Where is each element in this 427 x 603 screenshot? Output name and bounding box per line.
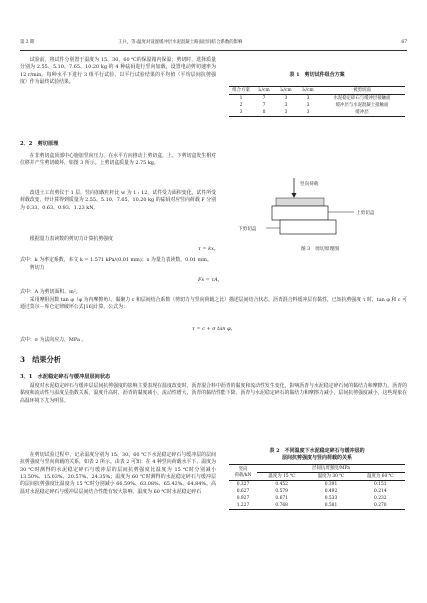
table-cell: 0.927 xyxy=(236,496,250,501)
table-cell: 水泥稳定碎石与缓冲层接触面 xyxy=(333,96,391,101)
table-cell: 0.270 xyxy=(374,503,387,508)
equation-shear-strength: τ = kx， xyxy=(198,246,219,252)
table-cell: 0.671 xyxy=(275,496,288,501)
table-cell: 0.581 xyxy=(324,503,338,508)
table-cell: 3 xyxy=(239,110,243,115)
body-paragraph-k-definition: 式中：k 为率定系数，本文 k = 1.571 kPa/(0.01 mm)；x 为量力表读数，0.01 mm。 xyxy=(20,257,212,263)
body-paragraph-test-procedure: 试验前，将试件分别置于温度为 15、30、60 ℃的保温箱内保温；剪切时，选择质量分别为 2.55、5.10、7.65、10.20 kg 的 4 种砝码进行竖向加载，设置电动剪切速率为 12 r/min。每种水平下进行 3 组平行试验，以平行试验结果的平均值（平均层间抗剪强度）作为最终试验结果。 xyxy=(20,57,216,86)
table2-col-load xyxy=(229,465,257,481)
table-cell: 0.214 xyxy=(374,489,387,494)
equation-mohr-coulomb: τ = c + σ tan φ， xyxy=(192,326,236,332)
loading-plate xyxy=(276,198,324,206)
table-cell: 1.227 xyxy=(236,503,250,508)
table-cell: 0.533 xyxy=(324,496,338,501)
table2-group-header: 层间抗剪强度/MPa xyxy=(257,465,405,473)
table2-col-load-line2: 荷载/kN xyxy=(234,472,252,478)
table-cell: 缓冲层 xyxy=(355,110,369,115)
figure3-caption: 图 3 剪切原理图 xyxy=(300,247,340,252)
table-row xyxy=(229,495,405,502)
label-upper-box: 上剪切盒 xyxy=(356,211,375,216)
body-paragraph-sigma-definition: 式中：σ 为法向应力，MPa 。 xyxy=(20,337,87,343)
table-cell: 3 xyxy=(306,103,310,108)
table1-col-l2: l₂/cm xyxy=(280,88,292,93)
table2-col-60c: 温度为 60 ℃ xyxy=(367,474,394,479)
table-cell: 7 xyxy=(262,96,266,101)
table1-col-l1: l₁/cm xyxy=(258,88,270,93)
table-cell: 1 xyxy=(239,96,243,101)
body-paragraph-loading-lever: 改进土工直剪仪于 1 层，竖向加载杠杆比 w 为 1 : 12，试件受力面积变化，试件所受荷载改变，经计算得到质量为 2.55、5.10、7.65、10.20 kg 的砝码对应竖向荷载 F 分别为 0.33、0.63、0.93、1.23 kN。 xyxy=(20,190,216,211)
table-row xyxy=(229,481,405,489)
section-heading-2-2: 2．2 剪切原理 xyxy=(20,141,59,147)
figure3-shear-diagram xyxy=(236,176,404,244)
table-cell: 3 xyxy=(284,110,288,115)
page-number: 67 xyxy=(401,40,407,45)
table-row xyxy=(229,109,405,117)
table-cell: 0.579 xyxy=(275,489,288,494)
table-cell: 0.627 xyxy=(236,489,250,494)
table-cell: 0.151 xyxy=(374,482,387,487)
label-vertical-load: 竖向荷载 xyxy=(300,182,319,187)
table1-caption: 表 1 剪切试件组合方案 xyxy=(289,72,345,78)
table2-shear-strength xyxy=(229,464,405,510)
body-paragraph-shear-force: 剪切力 xyxy=(29,265,45,271)
lower-shear-box xyxy=(280,220,336,234)
table-cell: 3 xyxy=(284,103,288,108)
section-heading-3-1: 3．1 水泥稳定碎石与缓冲层层间状态 xyxy=(20,374,111,380)
table-cell: 0.391 xyxy=(324,482,338,487)
table2-col-load-line1: 竖向 xyxy=(238,466,248,472)
table-cell: 0 xyxy=(262,110,266,115)
body-paragraph-area-definition: 式中：A 为剪切面积，m²。 xyxy=(20,289,81,295)
table-cell: 0.492 xyxy=(324,489,338,494)
table2-col-30c: 温度为 30 ℃ xyxy=(317,474,345,479)
table-cell: 0.232 xyxy=(374,496,387,501)
table-cell: 7 xyxy=(262,103,266,108)
body-paragraph-table2-discussion: 在剪切试验过程中，记录温度分别为 15、30、60 ℃下水泥稳定碎石与缓冲层的层间抗剪强度与竖向荷载的关系，如表 2 所示。由表 2 可知：在 4 种竖向荷载水平下，温度为 30 ℃时测得的水泥稳定碎石与缓冲层的层间抗剪强度比温度为 15 ℃时分别减小 13.50%、15.03%、20.57%、24.35%；温度为 60 ℃时测得的水泥稳定碎石与缓冲层的层间抗剪强度比温度为 15 ℃时分别减小 66.59%、63.08%、65.42%、64.84%。高温对水泥稳定碎石与缓冲层层间结合性能有较大影响，温度为 60 ℃时水泥稳定碎石 xyxy=(20,452,216,495)
table-cell: 2 xyxy=(239,103,243,108)
equation-shear-force: Fs = τA， xyxy=(198,277,223,283)
table-row xyxy=(229,95,405,103)
header-rule xyxy=(20,50,407,51)
label-lower-box: 下剪切盒 xyxy=(238,227,257,232)
table-cell: 0.327 xyxy=(236,482,250,487)
body-paragraph-shear-principle: 在非剪切盒顶部中心施加竖向压力，在水平方向推动上剪切盒，上、下剪切盒发生相对位移并产生剪切破坏，如图 3 所示。上剪切盒质量为 2.75 kg。 xyxy=(20,153,216,167)
body-paragraph-mohr-coulomb: 采用摩阻因数 tan φ（φ 为内摩擦角）、黏聚力 c 和层间结合系数（剪切力与竖向荷载之比）描述层间结合状态。沥青混合料缓冲层有黏性，已知抗剪强度 τ 时，tan φ 和 c 可通过莫尔－库仑定律破坏公式[16]计算，公式为： xyxy=(20,297,407,311)
table1-col-shear-surface: 被剪切面 xyxy=(353,88,371,93)
table2-caption-line1: 表 2 不同温度下水泥稳定碎石与缓冲层的 xyxy=(269,448,365,454)
table-cell: 0.768 xyxy=(275,503,288,508)
table-cell: 缓冲层与水泥混凝土接触面 xyxy=(335,103,389,108)
issue-number: 第 2 期 xyxy=(20,40,35,45)
running-header xyxy=(20,38,407,48)
table-row xyxy=(229,502,405,510)
section-heading-3: 3 结果分析 xyxy=(20,355,61,364)
arrow-head xyxy=(292,193,297,198)
table2-caption-line2: 层间抗剪强度与竖向荷载的关系 xyxy=(281,455,352,461)
table2-header-row-1 xyxy=(229,465,405,473)
table2-col-15c: 温度为 15 ℃ xyxy=(268,474,295,479)
table-cell: 3 xyxy=(284,96,288,101)
running-title: 王兵，等:温度对设置缓冲层水泥混凝土路面层间结合系数的影响 xyxy=(118,40,243,45)
table-cell: 0.452 xyxy=(275,482,288,487)
table-row xyxy=(229,488,405,495)
table1-col-l3: l₃/cm xyxy=(302,88,314,93)
table1-header-row xyxy=(229,87,405,95)
table-cell: 3 xyxy=(306,96,310,101)
table1-col-scheme: 组合方案 xyxy=(232,88,250,93)
body-paragraph-strength-calc: 根据量力表读数的剪切力计算抗剪强度 xyxy=(29,236,113,242)
table2-caption xyxy=(229,448,405,462)
table1-specimen-combinations xyxy=(229,86,405,117)
table-cell: 3 xyxy=(306,110,310,115)
table-row xyxy=(229,102,405,109)
upper-shear-box xyxy=(272,206,328,220)
body-paragraph-temperature-effect: 温度对水泥稳定碎石与缓冲层层间抗剪强度的影响主要表现在温度改变时，沥青混合料中沥青的黏度和流动性发生变化，影响沥青与水泥稳定碎石间的黏结力和摩擦力。沥青的黏度和流动性与温度呈指数关系，温度升高时，沥青的黏度减小，流动性增大，沥青的黏结性能下降，沥青与水泥稳定碎石的黏结力和摩擦力减小，层间抗剪强度减小，这些现象在高温环境下尤为明显。 xyxy=(20,383,407,404)
